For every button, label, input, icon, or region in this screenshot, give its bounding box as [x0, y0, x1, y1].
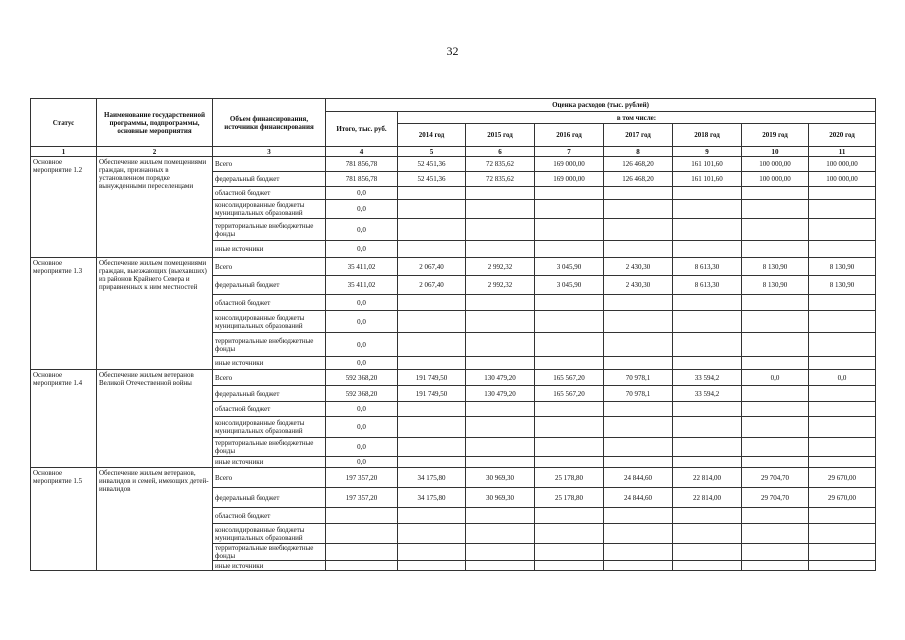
- year-value: 22 814,00: [673, 468, 742, 488]
- header-including: в том числе:: [398, 112, 876, 124]
- year-value: 33 594,2: [673, 370, 742, 386]
- year-value: 169 000,00: [535, 157, 604, 172]
- total-value: 0,0: [326, 200, 398, 219]
- table-row: [31, 258, 876, 276]
- header-total: Итого, тыс. руб.: [326, 112, 398, 147]
- year-value: [809, 438, 876, 457]
- funding-source: федеральный бюджет: [213, 276, 326, 295]
- year-value: 3 045,90: [535, 276, 604, 295]
- funding-source: областной бюджет: [213, 508, 326, 524]
- year-value: [673, 524, 742, 544]
- year-value: 100 000,00: [809, 172, 876, 187]
- column-number: 4: [326, 147, 398, 157]
- column-number: 5: [398, 147, 466, 157]
- year-value: [466, 438, 535, 457]
- year-value: [535, 311, 604, 333]
- year-value: [466, 457, 535, 468]
- year-value: [673, 187, 742, 200]
- funding-source: консолидированные бюджеты муниципальных образований: [213, 200, 326, 219]
- year-value: 34 175,80: [398, 468, 466, 488]
- column-number: 8: [604, 147, 673, 157]
- year-value: 0,0: [809, 370, 876, 386]
- year-value: [604, 561, 673, 571]
- year-value: [398, 402, 466, 417]
- year-value: [673, 333, 742, 357]
- header-year: 2015 год: [466, 124, 535, 147]
- year-value: [398, 295, 466, 311]
- year-value: [535, 333, 604, 357]
- year-value: 24 844,60: [604, 468, 673, 488]
- year-value: [742, 386, 809, 402]
- total-value: 0,0: [326, 438, 398, 457]
- year-value: [604, 295, 673, 311]
- column-numbers-row: [31, 147, 876, 157]
- column-number: 3: [213, 147, 326, 157]
- year-value: [604, 544, 673, 561]
- year-value: 30 969,30: [466, 488, 535, 508]
- total-value: 0,0: [326, 311, 398, 333]
- year-value: [742, 357, 809, 370]
- header-name: Наименование государственной программы, подпрограммы, основные мероприятия: [97, 99, 213, 147]
- total-value: 0,0: [326, 357, 398, 370]
- year-value: [604, 333, 673, 357]
- event-name: Обеспечение жильем ветеранов, инвалидов и семей, имеющих детей-инвалидов: [97, 468, 213, 571]
- year-value: 0,0: [742, 370, 809, 386]
- year-value: 8 130,90: [742, 276, 809, 295]
- year-value: [604, 241, 673, 258]
- event-name: Обеспечение жильем помещениями граждан, признанных в установленном порядке вынужденными переселенцами: [97, 157, 213, 258]
- funding-source: территориальные внебюджетные фонды: [213, 333, 326, 357]
- year-value: 8 130,90: [809, 276, 876, 295]
- total-value: 0,0: [326, 219, 398, 241]
- year-value: [809, 241, 876, 258]
- year-value: [398, 219, 466, 241]
- total-value: 0,0: [326, 187, 398, 200]
- total-value: [326, 561, 398, 571]
- event-name: Обеспечение жильем ветеранов Великой Отечественной войны: [97, 370, 213, 468]
- funding-source: областной бюджет: [213, 187, 326, 200]
- year-value: [809, 524, 876, 544]
- funding-source: иные источники: [213, 357, 326, 370]
- year-value: [466, 524, 535, 544]
- year-value: [809, 386, 876, 402]
- total-value: 592 368,20: [326, 386, 398, 402]
- year-value: [742, 457, 809, 468]
- header-source: Объем финансирования, источники финансирования: [213, 99, 326, 147]
- year-value: [604, 200, 673, 219]
- year-value: [535, 295, 604, 311]
- funding-source: территориальные внебюджетные фонды: [213, 219, 326, 241]
- funding-source: территориальные внебюджетные фонды: [213, 438, 326, 457]
- year-value: [398, 508, 466, 524]
- year-value: [398, 457, 466, 468]
- header-status: Статус: [31, 99, 97, 147]
- year-value: 2 430,30: [604, 258, 673, 276]
- year-value: 130 479,20: [466, 370, 535, 386]
- total-value: 197 357,20: [326, 468, 398, 488]
- table-header: [31, 99, 876, 147]
- year-value: 126 468,20: [604, 172, 673, 187]
- year-value: [742, 544, 809, 561]
- year-value: 100 000,00: [809, 157, 876, 172]
- year-value: [604, 457, 673, 468]
- year-value: 161 101,60: [673, 172, 742, 187]
- year-value: [673, 544, 742, 561]
- year-value: [673, 457, 742, 468]
- total-value: 0,0: [326, 457, 398, 468]
- total-value: 781 856,78: [326, 172, 398, 187]
- funding-source: федеральный бюджет: [213, 488, 326, 508]
- year-value: [535, 438, 604, 457]
- year-value: [742, 241, 809, 258]
- year-value: [466, 219, 535, 241]
- year-value: 24 844,60: [604, 488, 673, 508]
- table-row: [31, 370, 876, 386]
- year-value: 100 000,00: [742, 157, 809, 172]
- event-status: Основное мероприятие 1.5: [31, 468, 97, 571]
- total-value: 35 411,02: [326, 258, 398, 276]
- column-number: 9: [673, 147, 742, 157]
- year-value: 191 749,50: [398, 370, 466, 386]
- year-value: [742, 508, 809, 524]
- year-value: 29 670,00: [809, 468, 876, 488]
- year-value: [673, 417, 742, 438]
- funding-source: областной бюджет: [213, 295, 326, 311]
- year-value: [742, 438, 809, 457]
- year-value: 25 178,80: [535, 468, 604, 488]
- funding-source: иные источники: [213, 561, 326, 571]
- year-value: 29 670,00: [809, 488, 876, 508]
- year-value: [673, 295, 742, 311]
- year-value: [604, 438, 673, 457]
- year-value: [604, 417, 673, 438]
- page-number: 32: [446, 44, 459, 58]
- financing-table: [30, 98, 876, 571]
- year-value: [604, 402, 673, 417]
- funding-source: консолидированные бюджеты муниципальных образований: [213, 417, 326, 438]
- funding-source: федеральный бюджет: [213, 172, 326, 187]
- year-value: [535, 187, 604, 200]
- year-value: 161 101,60: [673, 157, 742, 172]
- year-value: [398, 524, 466, 544]
- year-value: [673, 561, 742, 571]
- year-value: [466, 561, 535, 571]
- funding-source: Всего: [213, 258, 326, 276]
- year-value: [466, 402, 535, 417]
- year-value: [742, 295, 809, 311]
- year-value: [466, 187, 535, 200]
- column-number: 7: [535, 147, 604, 157]
- year-value: [466, 417, 535, 438]
- year-value: [398, 561, 466, 571]
- year-value: 29 704,70: [742, 468, 809, 488]
- year-value: [604, 219, 673, 241]
- total-value: 35 411,02: [326, 276, 398, 295]
- event-status: Основное мероприятие 1.4: [31, 370, 97, 468]
- funding-source: иные источники: [213, 457, 326, 468]
- table-row: [31, 468, 876, 488]
- year-value: 52 451,36: [398, 172, 466, 187]
- total-value: 0,0: [326, 295, 398, 311]
- year-value: 22 814,00: [673, 488, 742, 508]
- year-value: [673, 357, 742, 370]
- year-value: [535, 544, 604, 561]
- year-value: 70 978,1: [604, 370, 673, 386]
- year-value: [535, 219, 604, 241]
- column-number: 1: [31, 147, 97, 157]
- total-value: 781 856,78: [326, 157, 398, 172]
- year-value: [466, 333, 535, 357]
- year-value: 165 567,20: [535, 386, 604, 402]
- year-value: [742, 524, 809, 544]
- year-value: [673, 200, 742, 219]
- year-value: [673, 311, 742, 333]
- column-number: 11: [809, 147, 876, 157]
- year-value: [809, 357, 876, 370]
- year-value: [466, 544, 535, 561]
- year-value: [535, 200, 604, 219]
- year-value: [809, 187, 876, 200]
- funding-source: областной бюджет: [213, 402, 326, 417]
- total-value: 0,0: [326, 333, 398, 357]
- year-value: [398, 438, 466, 457]
- total-value: 0,0: [326, 417, 398, 438]
- year-value: [809, 219, 876, 241]
- funding-source: Всего: [213, 157, 326, 172]
- header-year: 2020 год: [809, 124, 876, 147]
- year-value: [398, 357, 466, 370]
- year-value: [809, 561, 876, 571]
- total-value: [326, 508, 398, 524]
- year-value: [809, 417, 876, 438]
- event-name: Обеспечение жильем помещениями граждан, выезжающих (выехавших) из районов Крайнего Севера и приравненных к ним местностей: [97, 258, 213, 370]
- funding-source: федеральный бюджет: [213, 386, 326, 402]
- year-value: [673, 241, 742, 258]
- year-value: [742, 187, 809, 200]
- year-value: [535, 241, 604, 258]
- year-value: [742, 402, 809, 417]
- year-value: [604, 187, 673, 200]
- year-value: [466, 200, 535, 219]
- year-value: 72 835,62: [466, 172, 535, 187]
- year-value: 8 130,90: [809, 258, 876, 276]
- year-value: [398, 417, 466, 438]
- year-value: 2 992,32: [466, 258, 535, 276]
- year-value: [742, 333, 809, 357]
- total-value: 0,0: [326, 402, 398, 417]
- year-value: [535, 357, 604, 370]
- year-value: [398, 544, 466, 561]
- year-value: 2 992,32: [466, 276, 535, 295]
- column-number: 2: [97, 147, 213, 157]
- year-value: 2 430,30: [604, 276, 673, 295]
- total-value: 0,0: [326, 241, 398, 258]
- total-value: 592 368,20: [326, 370, 398, 386]
- year-value: [535, 417, 604, 438]
- year-value: [466, 508, 535, 524]
- year-value: 2 067,40: [398, 258, 466, 276]
- year-value: [535, 457, 604, 468]
- total-value: [326, 524, 398, 544]
- year-value: 25 178,80: [535, 488, 604, 508]
- header-year: 2014 год: [398, 124, 466, 147]
- header-year: 2019 год: [742, 124, 809, 147]
- funding-source: консолидированные бюджеты муниципальных образований: [213, 311, 326, 333]
- year-value: [809, 508, 876, 524]
- year-value: [673, 508, 742, 524]
- year-value: 191 749,50: [398, 386, 466, 402]
- year-value: [809, 200, 876, 219]
- year-value: 3 045,90: [535, 258, 604, 276]
- event-status: Основное мероприятие 1.3: [31, 258, 97, 370]
- year-value: 169 000,00: [535, 172, 604, 187]
- year-value: [673, 402, 742, 417]
- year-value: [742, 311, 809, 333]
- header-year: 2017 год: [604, 124, 673, 147]
- year-value: 72 835,62: [466, 157, 535, 172]
- year-value: [673, 219, 742, 241]
- funding-source: Всего: [213, 468, 326, 488]
- year-value: [604, 524, 673, 544]
- year-value: [604, 311, 673, 333]
- year-value: 100 000,00: [742, 172, 809, 187]
- year-value: 8 613,30: [673, 258, 742, 276]
- year-value: [398, 187, 466, 200]
- year-value: [809, 311, 876, 333]
- year-value: [398, 200, 466, 219]
- funding-source: Всего: [213, 370, 326, 386]
- year-value: 165 567,20: [535, 370, 604, 386]
- year-value: [742, 219, 809, 241]
- year-value: [535, 508, 604, 524]
- funding-source: консолидированные бюджеты муниципальных образований: [213, 524, 326, 544]
- header-year: 2016 год: [535, 124, 604, 147]
- table-row: [31, 157, 876, 172]
- header-year: 2018 год: [673, 124, 742, 147]
- header-estimate: Оценка расходов (тыс. рублей): [326, 99, 876, 112]
- year-value: [466, 311, 535, 333]
- year-value: [809, 457, 876, 468]
- year-value: 126 468,20: [604, 157, 673, 172]
- year-value: [466, 357, 535, 370]
- funding-source: иные источники: [213, 241, 326, 258]
- year-value: [535, 402, 604, 417]
- year-value: [604, 357, 673, 370]
- year-value: 130 479,20: [466, 386, 535, 402]
- year-value: 30 969,30: [466, 468, 535, 488]
- year-value: [398, 311, 466, 333]
- year-value: 70 978,1: [604, 386, 673, 402]
- year-value: [809, 295, 876, 311]
- year-value: 8 130,90: [742, 258, 809, 276]
- year-value: [742, 200, 809, 219]
- year-value: 52 451,36: [398, 157, 466, 172]
- year-value: [742, 561, 809, 571]
- total-value: [326, 544, 398, 561]
- year-value: [604, 508, 673, 524]
- year-value: 34 175,80: [398, 488, 466, 508]
- year-value: [809, 333, 876, 357]
- year-value: 33 594,2: [673, 386, 742, 402]
- year-value: 8 613,30: [673, 276, 742, 295]
- event-status: Основное мероприятие 1.2: [31, 157, 97, 258]
- year-value: [809, 544, 876, 561]
- year-value: [535, 524, 604, 544]
- year-value: 29 704,70: [742, 488, 809, 508]
- year-value: [809, 402, 876, 417]
- year-value: [535, 561, 604, 571]
- year-value: [466, 295, 535, 311]
- column-number: 10: [742, 147, 809, 157]
- year-value: [742, 417, 809, 438]
- year-value: [398, 333, 466, 357]
- column-number: 6: [466, 147, 535, 157]
- year-value: [673, 438, 742, 457]
- funding-source: территориальные внебюджетные фонды: [213, 544, 326, 561]
- year-value: 2 067,40: [398, 276, 466, 295]
- table-body: [31, 147, 876, 571]
- year-value: [398, 241, 466, 258]
- year-value: [466, 241, 535, 258]
- total-value: 197 357,20: [326, 488, 398, 508]
